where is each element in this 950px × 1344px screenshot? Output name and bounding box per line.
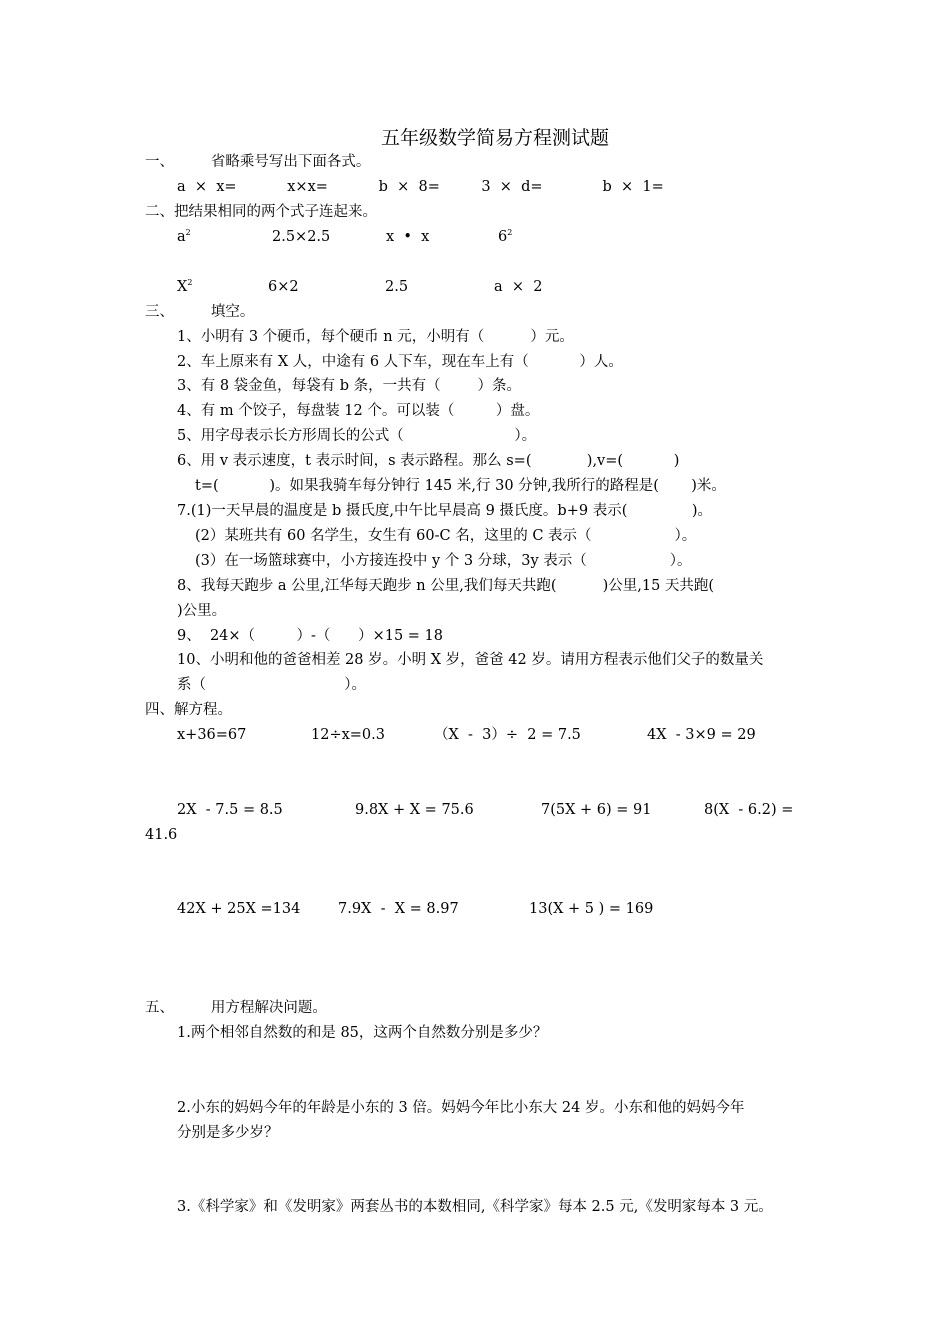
equation: 2X - 7.5 = 8.5	[177, 802, 283, 818]
equation: 9.8X + X = 75.6	[355, 802, 474, 818]
word-problem-2-line-2: 分别是多少岁？	[177, 1125, 279, 1141]
equation: （X - 3）÷ 2 = 7.5	[434, 727, 581, 743]
expr-x-dot-x: x • x	[386, 229, 430, 245]
section-4-heading: 四、解方程。	[145, 702, 232, 718]
equation: 4X - 3×9 = 29	[647, 727, 756, 743]
fill-question-8-line-2: )公里。	[177, 603, 227, 619]
page-title: 五年级数学简易方程测试题	[381, 127, 610, 149]
equation-wrap: 41.6	[145, 827, 178, 843]
expr-a-squared: $a^2$	[177, 228, 191, 245]
fill-question-7-part-3: (3）在一场篮球赛中，小方接连投中 y 个 3 分球，3y 表示（ ）。	[195, 553, 692, 569]
equation: 12÷x=0.3	[311, 727, 385, 743]
fill-question-2: 2、车上原来有 X 人，中途有 6 人下车，现在车上有（ ）人。	[177, 354, 623, 370]
expr-a-times-2: a × 2	[494, 279, 543, 295]
fill-question-7-part-2: (2）某班共有 60 名学生，女生有 60-C 名，这里的 C 表示（ ）。	[195, 528, 697, 544]
equation: 13(X + 5 ) = 169	[529, 901, 654, 917]
section-3-heading: 三、 填空。	[145, 304, 255, 320]
expr-6-squared: $6^2$	[498, 228, 513, 245]
fill-question-7-part-1: 7.(1)一天早晨的温度是 b 摄氏度,中午比早晨高 9 摄氏度。b+9 表示( )。	[177, 503, 713, 519]
equation: x+36=67	[177, 727, 247, 743]
fill-question-5: 5、用字母表示长方形周长的公式（ ）。	[177, 428, 537, 444]
word-problem-3: 3.《科学家》和《发明家》两套丛书的本数相同,《科学家》每本 2.5 元,《发明家每本 3 元。	[177, 1199, 773, 1215]
equation: 8(X - 6.2) =	[704, 802, 794, 818]
word-problem-1: 1.两个相邻自然数的和是 85，这两个自然数分别是多少？	[177, 1025, 548, 1041]
fill-question-6-line-2: t=( )。如果我骑车每分钟行 145 米,行 30 分钟,我所行的路程是( )米。	[195, 478, 726, 494]
fill-question-3: 3、有 8 袋金鱼，每袋有 b 条，一共有（ ）条。	[177, 378, 522, 394]
equation: 42X + 25X =134	[177, 901, 301, 917]
fill-question-10-line-1: 10、小明和他的爸爸相差 28 岁。小明 X 岁，爸爸 42 岁。请用方程表示他们父子的数量关	[177, 652, 764, 668]
fill-question-1: 1、小明有 3 个硬币，每个硬币 n 元，小明有（ ）元。	[177, 329, 574, 345]
fill-question-6-line-1: 6、用 v 表示速度，t 表示时间，s 表示路程。那么 s=( ),v=( )	[177, 453, 680, 469]
fill-question-10-line-2: 系（ ）。	[177, 677, 367, 693]
fill-question-8-line-1: 8、我每天跑步 a 公里,江华每天跑步 n 公里,我们每天共跑( )公里,15 天共跑(	[177, 578, 715, 594]
section-5-heading: 五、 用方程解决问题。	[145, 1000, 327, 1016]
expr-X-squared: $X^2$	[177, 278, 193, 295]
expr-2.5: 2.5	[385, 279, 409, 295]
fill-question-4: 4、有 m 个饺子，每盘装 12 个。可以装（ ）盘。	[177, 403, 540, 419]
expr-6x2: 6×2	[268, 279, 299, 295]
section-2-heading: 二、把结果相同的两个式子连起来。	[145, 204, 377, 220]
word-problem-2-line-1: 2.小东的妈妈今年的年龄是小东的 3 倍。妈妈今年比小东大 24 岁。小东和他的妈妈今年	[177, 1100, 745, 1116]
equation: 7(5X + 6) = 91	[541, 802, 652, 818]
fill-question-9: 9、 24×（ ）-（ ）×15 = 18	[177, 628, 443, 644]
section-1-heading: 一、 省略乘号写出下面各式。	[145, 154, 371, 170]
expr-2.5x2.5: 2.5×2.5	[272, 229, 331, 245]
equation: 7.9X - X = 8.97	[338, 901, 459, 917]
section-1-line: a × x= x×x= b × 8= 3 × d= b × 1=	[177, 179, 664, 195]
